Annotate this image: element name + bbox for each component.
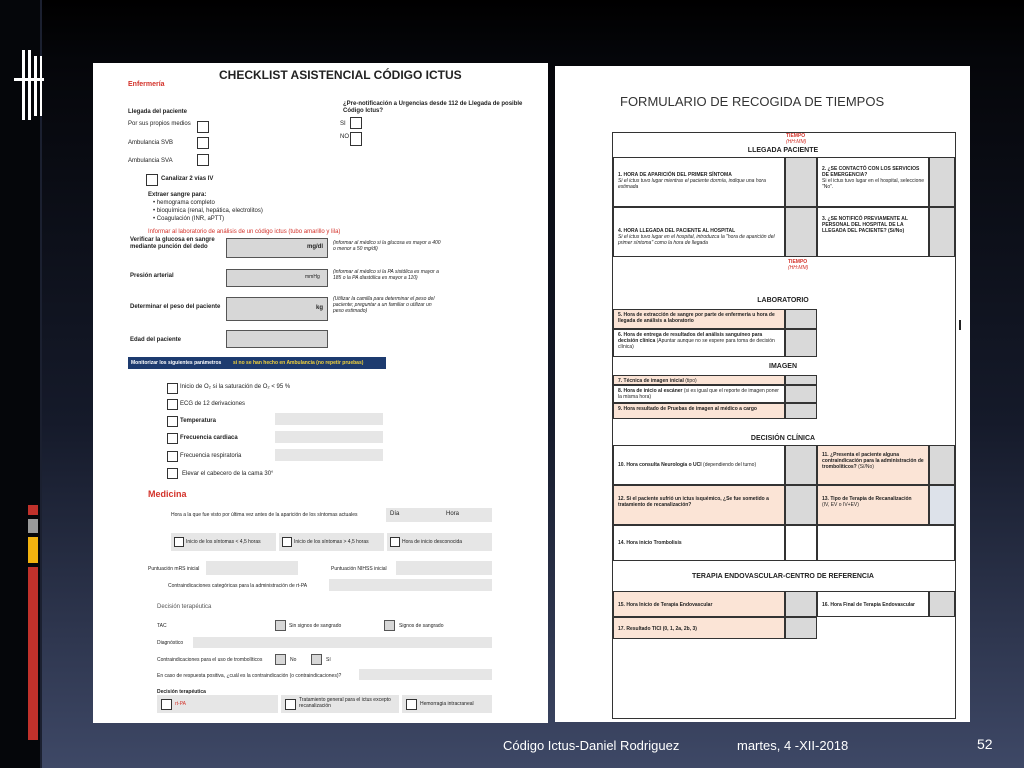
canalizar-checkbox[interactable] xyxy=(146,174,158,186)
checklist-title: CHECKLIST ASISTENCIAL CÓDIGO ICTUS xyxy=(219,68,462,82)
signos-checkbox[interactable] xyxy=(384,620,395,631)
contraind-no-checkbox[interactable] xyxy=(275,654,286,665)
q10-note: (dependiendo del turno) xyxy=(703,462,757,468)
edad-field[interactable] xyxy=(226,330,328,348)
q8-cell xyxy=(613,385,785,403)
q3-cell xyxy=(817,207,929,257)
tratamiento-checkbox[interactable] xyxy=(285,699,296,710)
tiempos-title: FORMULARIO DE RECOGIDA DE TIEMPOS xyxy=(620,94,885,109)
frecuencia-cardiaca-field[interactable] xyxy=(275,431,383,443)
q11-cell xyxy=(817,445,929,485)
q7-field[interactable] xyxy=(785,375,817,385)
q1-label: 1. HORA DE APARICIÓN DEL PRIMER SÍNTOMA xyxy=(618,172,732,178)
prenotificacion-label: ¿Pre-notificación a Urgencias desde 112 de Llegada de posible Código Ictus? xyxy=(343,101,523,114)
contraind-cat-label: Contraindicaciones categóricas para la administración de rt-PA xyxy=(168,583,308,589)
q7-cell xyxy=(613,375,785,385)
inicio-checkbox[interactable] xyxy=(390,537,400,547)
q7-label: 7. Técnica de imagen inicial xyxy=(618,378,684,384)
inicio-checkbox[interactable] xyxy=(174,537,184,547)
q14-empty xyxy=(817,525,955,561)
contraind-si-checkbox[interactable] xyxy=(311,654,322,665)
q15-time-field[interactable] xyxy=(785,591,817,617)
monitorizar-note: si no se han hecho en Ambulancia (no repetir pruebas) xyxy=(233,360,364,366)
q7-note: (tipo) xyxy=(685,378,697,384)
arrival-checkbox[interactable] xyxy=(197,154,209,166)
decor-lines xyxy=(14,50,44,120)
sec-laboratorio: LABORATORIO xyxy=(757,297,809,304)
q15-label: 15. Hora Inicio de Terapia Endovascular xyxy=(618,602,713,608)
inicio-label: Inicio de los síntomas > 4,5 horas xyxy=(294,539,369,545)
sin-signos-checkbox[interactable] xyxy=(275,620,286,631)
q10-cell xyxy=(613,445,785,485)
q4-label: 4. HORA LLEGADA DEL PACIENTE AL HOSPITAL xyxy=(618,228,736,234)
sec-terapia: TERAPIA ENDOVASCULAR-CENTRO DE REFERENCIA xyxy=(691,573,874,580)
tratamiento-option[interactable] xyxy=(281,695,399,713)
q13-cell xyxy=(817,485,929,525)
sec-decision: DECISIÓN CLÍNICA xyxy=(750,435,816,442)
hemorragia-checkbox[interactable] xyxy=(406,699,417,710)
inicio-label: Inicio de los síntomas < 4,5 horas xyxy=(186,539,261,545)
hemorragia-option[interactable] xyxy=(402,695,492,713)
q10-time-field[interactable] xyxy=(785,445,817,485)
tiempos-document xyxy=(555,66,970,722)
q9-time-field[interactable] xyxy=(785,403,817,419)
tiempos-table xyxy=(612,132,956,719)
monitor-checkbox[interactable] xyxy=(167,468,178,479)
q6-cell xyxy=(613,329,785,357)
decision2-label: Decisión terapéutica xyxy=(157,689,206,695)
monitor-checkbox[interactable] xyxy=(167,383,178,394)
monitorizar-banner xyxy=(128,357,386,369)
dia-field[interactable] xyxy=(386,508,440,522)
decision-label: Decisión terapéutica xyxy=(157,604,212,610)
edad-label: Edad del paciente xyxy=(130,337,182,343)
q16-cell xyxy=(817,591,929,617)
contraind-no-label: No xyxy=(290,657,297,663)
q11-answer-field[interactable] xyxy=(929,445,955,485)
peso-field[interactable] xyxy=(226,297,328,321)
q9-cell xyxy=(613,403,785,419)
en-caso-field[interactable] xyxy=(359,669,492,680)
q5-time-field[interactable] xyxy=(785,309,817,329)
si-checkbox[interactable] xyxy=(350,117,362,129)
sin-signos-label: Sin signos de sangrado xyxy=(289,623,342,629)
q13-label: 13. Tipo de Terapia de Recanalización xyxy=(822,496,912,502)
slide-number: 52 xyxy=(977,736,993,752)
nihss-label: Puntuación NIHSS inicial xyxy=(331,566,387,572)
glucosa-unit: mg/dl xyxy=(307,244,323,250)
hhmm-label: (HH:MM) xyxy=(786,139,807,145)
text-cursor xyxy=(959,320,961,330)
arrival-option: Ambulancia SVA xyxy=(128,158,173,164)
diagnostico-label: Diagnóstico xyxy=(157,640,184,646)
no-checkbox[interactable] xyxy=(350,132,362,146)
inicio-option[interactable] xyxy=(171,533,276,551)
blood-test: • hemograma completo xyxy=(153,200,215,206)
q8-label: 8. Hora de inicio al escáner xyxy=(618,388,683,394)
q1-note: Si el ictus tuvo lugar mientras el paciente dormía, indique una hora estimada xyxy=(618,178,766,190)
tiempo-label: TIEMPO xyxy=(786,133,806,139)
q9-label: 9. Hora resultado de Pruebas de imagen al médico a cargo xyxy=(618,406,757,412)
q17-cell xyxy=(613,617,785,639)
section-enfermeria: Enfermería xyxy=(128,81,165,88)
tratamiento-label: Tratamiento general para el ictus excepto recanalización xyxy=(299,697,391,709)
monitor-item: ECG de 12 derivaciones xyxy=(180,401,246,407)
monitor-checkbox[interactable] xyxy=(167,451,178,462)
q8-time-field[interactable] xyxy=(785,385,817,403)
glucosa-label: Verificar la glucosa en sangre mediante punción del dedo xyxy=(130,237,215,250)
peso-unit: kg xyxy=(316,305,324,311)
q10-label: 10. Hora consulta Neurología o UCI xyxy=(618,462,702,468)
hora-field[interactable] xyxy=(440,508,492,522)
rtpa-option[interactable] xyxy=(157,695,278,713)
monitor-item: Elevar el cabecero de la cama 30° xyxy=(182,471,274,477)
checklist-document xyxy=(93,63,548,723)
q5-label: 5. Hora de extracción de sangre por parte de enfermería u hora de llegada de análisis a laboratorio xyxy=(618,312,775,324)
monitor-item: Temperatura xyxy=(180,418,216,424)
sec-imagen: IMAGEN xyxy=(769,363,797,370)
q4-cell xyxy=(613,207,785,257)
q6-time-field[interactable] xyxy=(785,329,817,357)
nihss-field[interactable] xyxy=(396,561,492,575)
q15-cell xyxy=(613,591,785,617)
inicio-label: Hora de inicio desconocida xyxy=(402,539,463,545)
temperatura-field[interactable] xyxy=(275,413,383,425)
q11-note: (Sí/No) xyxy=(858,464,874,470)
presion-unit: mmHg xyxy=(305,274,320,280)
q13-note: (IV, EV o IV+EV) xyxy=(822,502,859,508)
hemorragia-label: Hemorragia intracraneal xyxy=(420,701,474,707)
hora-visto-label: Hora a la que fue visto por última vez antes de la aparición de los síntomas actuales xyxy=(171,512,358,518)
q13-answer-field[interactable] xyxy=(929,485,955,525)
rtpa-label: rt-PA xyxy=(175,701,187,707)
hora-label: Hora xyxy=(446,511,460,517)
q14-label: 14. Hora inicio Trombolisis xyxy=(618,540,682,546)
q3-answer-field[interactable] xyxy=(929,207,955,257)
footer-date: martes, 4 -XII-2018 xyxy=(737,738,849,753)
hhmm-label-2: (HH:MM) xyxy=(788,265,809,271)
q2-answer-field[interactable] xyxy=(929,157,955,207)
dia-label: Día xyxy=(390,511,400,517)
no-label: NO xyxy=(340,134,349,140)
arrival-option: Ambulancia SVB xyxy=(128,140,174,146)
section-medicina: Medicina xyxy=(148,489,187,499)
rtpa-checkbox[interactable] xyxy=(161,699,172,710)
monitor-checkbox[interactable] xyxy=(167,416,178,427)
arrival-checkbox[interactable] xyxy=(197,137,209,149)
sec-llegada: LLEGADA PACIENTE xyxy=(747,147,819,154)
signos-label: Signos de sangrado xyxy=(399,623,444,629)
q14-cell xyxy=(613,525,785,561)
decor-color-bar xyxy=(28,505,38,740)
diagnostico-field[interactable] xyxy=(193,637,492,648)
mrs-field[interactable] xyxy=(206,561,298,575)
mrs-label: Puntuación mRS inicial xyxy=(148,566,200,572)
q16-time-field[interactable] xyxy=(929,591,955,617)
inicio-option[interactable] xyxy=(387,533,492,551)
q1-cell xyxy=(613,157,785,207)
monitor-item: Frecuencia cardiaca xyxy=(180,435,238,441)
monitorizar-label: Monitorizar los siguientes parámetros xyxy=(131,360,222,366)
inicio-checkbox[interactable] xyxy=(282,537,292,547)
blood-test: • Coagulación (INR, aPTT) xyxy=(153,216,225,222)
llegada-label: Llegada del paciente xyxy=(128,109,188,115)
arrival-checkbox[interactable] xyxy=(197,121,209,133)
q12-cell xyxy=(613,485,785,525)
monitor-checkbox[interactable] xyxy=(167,399,178,410)
q11-label: 11. ¿Presenta el paciente alguna contraindicación para la administración de trombolíticos? xyxy=(822,452,924,470)
contraind-cat-field[interactable] xyxy=(329,579,492,591)
presion-label: Presión arterial xyxy=(130,273,174,279)
presion-note: (informar al médico si la PA sistólica es mayor a 185 o la PA diastólica es mayor a 110) xyxy=(333,269,439,281)
q14-time-field[interactable] xyxy=(785,525,817,561)
footer-title: Código Ictus-Daniel Rodriguez xyxy=(503,738,680,753)
q6-note: (Apuntar aunque no se espere para toma de decisión clínica) xyxy=(618,338,775,350)
peso-note: (Utilizar la camilla para determinar el peso del paciente; preguntar a un familiar o utilizar un peso estimado) xyxy=(333,296,435,314)
tiempo-label-2: TIEMPO xyxy=(788,259,808,265)
q2-label: 2. ¿SE CONTACTÓ CON LOS SERVICIOS DE EMERGENCIA? xyxy=(822,166,920,178)
q4-time-field[interactable] xyxy=(785,207,817,257)
informar-label: Informar al laboratorio de análisis de un código ictus (tubo amarillo y lila) xyxy=(148,229,341,235)
q17-label: 17. Resultado TICI (0, 1, 2a, 2b, 3) xyxy=(618,626,697,632)
q8-note: (si es igual que el reporte de imagen poner la misma hora) xyxy=(618,388,779,400)
q2-note: Si el ictus tuvo lugar en el hospital, seleccione "No". xyxy=(822,178,925,190)
q5-cell xyxy=(613,309,785,329)
frecuencia-respiratoria-field[interactable] xyxy=(275,449,383,461)
si-label: SI xyxy=(340,121,346,127)
monitor-item: Frecuencia respiratoria xyxy=(180,453,242,459)
en-caso-label: En caso de respuesta positiva, ¿cuál es la contraindicación (o contraindicaciones)? xyxy=(157,673,342,679)
contraind-si-label: Sí xyxy=(326,657,331,663)
q2-cell xyxy=(817,157,929,207)
arrival-option: Por sus propios medios xyxy=(128,121,191,127)
q17-answer-field[interactable] xyxy=(785,617,817,639)
q4-note: Si el ictus tuvo lugar en el hospital, introduzca la "hora de aparición del primer síntoma" como la hora de llegada xyxy=(618,234,775,246)
extraer-label: Extraer sangre para: xyxy=(148,192,207,198)
peso-label: Determinar el peso del paciente xyxy=(130,304,221,310)
inicio-option[interactable] xyxy=(279,533,384,551)
canalizar-label: Canalizar 2 vías IV xyxy=(161,176,214,182)
tac-label: TAC xyxy=(157,623,167,629)
q6-label: 6. Hora de entrega de resultados del análisis sanguíneo para decisión clínica xyxy=(618,332,763,344)
q1-time-field[interactable] xyxy=(785,157,817,207)
q12-label: 12. Si el paciente sufrió un ictus isquémico, ¿Se fue sometido a tratamiento de recanalización? xyxy=(618,496,769,508)
q3-label: 3. ¿SE NOTIFICÓ PREVIAMENTE AL PERSONAL DEL HOSPITAL DE LA LLEGADA DEL PACIENTE? (Sí/No) xyxy=(822,216,908,234)
q16-label: 16. Hora Final de Terapia Endovascular xyxy=(822,602,915,608)
monitor-checkbox[interactable] xyxy=(167,433,178,444)
glucosa-note: (informar al médico si la glucosa es mayor a 400 o menor a 50 mg/dl) xyxy=(333,240,441,252)
blood-test: • bioquímica (renal, hepática, electrolitos) xyxy=(153,208,263,214)
contraind-uso-label: Contraindicaciones para el uso de trombolíticos xyxy=(157,657,263,663)
q12-answer-field[interactable] xyxy=(785,485,817,525)
monitor-item: Inicio de O₂ si la saturación de O₂ < 95 % xyxy=(180,384,291,390)
